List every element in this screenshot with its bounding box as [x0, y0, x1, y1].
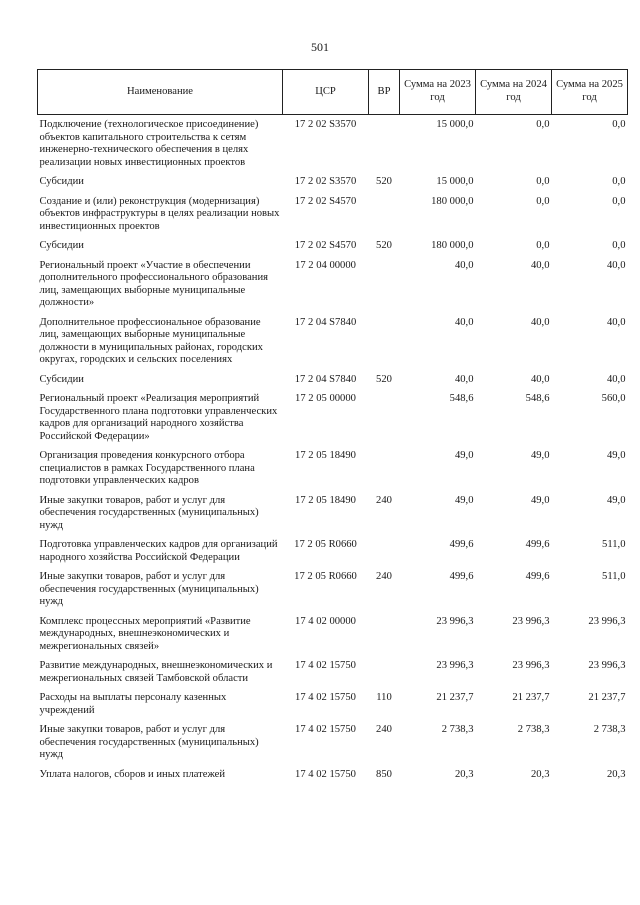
table-row — [38, 258, 628, 315]
table-row — [38, 614, 628, 659]
row-sum-2024: 40,0 — [530, 316, 550, 328]
row-csr: 17 2 02 S3570 — [294, 176, 357, 187]
row-sum-2025: 0,0 — [612, 176, 626, 187]
table-row — [38, 658, 628, 690]
row-csr: 17 2 02 S4570 — [294, 240, 357, 251]
table-row — [38, 767, 628, 787]
row-name: Субсидии — [39, 240, 84, 251]
row-vr: 520 — [376, 176, 392, 187]
row-sum-2023: 49,0 — [454, 450, 474, 461]
row-sum-2024: 0,0 — [536, 119, 550, 130]
table-header — [38, 70, 628, 115]
row-sum-2023: 499,6 — [449, 539, 474, 550]
table-row — [38, 448, 628, 493]
row-sum-2023: 20,3 — [454, 768, 474, 780]
row-name: Иные закупки товаров, работ и услуг для обеспечения государственных (муниципальных) нужд — [39, 571, 259, 607]
row-sum-2025: 49,0 — [606, 450, 626, 461]
row-csr: 17 2 05 R0660 — [294, 539, 357, 550]
row-sum-2023: 40,0 — [454, 316, 474, 328]
row-name: Комплекс процессных мероприятий «Развитие международных, внешнеэкономических и межрегиональных связей» — [39, 615, 251, 652]
row-vr: 110 — [376, 692, 392, 703]
row-sum-2025: 511,0 — [602, 539, 626, 550]
header-name: Наименование — [38, 70, 283, 115]
row-sum-2023: 499,6 — [449, 571, 474, 582]
row-csr: 17 2 04 00000 — [295, 259, 356, 271]
row-vr — [369, 537, 400, 569]
row-csr: 17 4 02 15750 — [295, 768, 356, 780]
header-row — [38, 70, 628, 115]
row-vr: 240 — [376, 494, 392, 506]
table-row — [38, 372, 628, 392]
row-sum-2024: 23 996,3 — [512, 660, 550, 671]
row-sum-2023: 40,0 — [454, 259, 474, 271]
row-sum-2025: 511,0 — [602, 571, 626, 582]
row-sum-2023: 548,6 — [449, 393, 474, 404]
row-csr: 17 2 05 18490 — [295, 494, 356, 506]
row-vr — [369, 258, 400, 315]
row-csr: 17 4 02 15750 — [295, 660, 356, 671]
row-sum-2024: 23 996,3 — [512, 615, 550, 627]
row-name: Иные закупки товаров, работ и услуг для обеспечения государственных (муниципальных) нужд — [39, 724, 259, 760]
row-csr: 17 2 04 S7840 — [294, 316, 357, 328]
row-name: Подключение (технологическое присоединение) объектов капитального строительства к сетям инженерно-технического обеспечения в целях реализации новых инвестиционных проектов — [39, 119, 259, 168]
row-sum-2023: 180 000,0 — [431, 195, 474, 207]
row-csr: 17 2 05 00000 — [295, 393, 356, 404]
row-sum-2024: 49,0 — [530, 494, 550, 506]
row-sum-2024: 499,6 — [525, 539, 550, 550]
row-sum-2025: 2 738,3 — [593, 724, 626, 735]
row-sum-2025: 40,0 — [606, 373, 626, 385]
table-body — [38, 115, 628, 787]
table-row — [38, 722, 628, 767]
header-sum-2025: Сумма на 2025 год — [552, 70, 628, 115]
row-name: Региональный проект «Участие в обеспечении дополнительного профессионального образования лиц, замещающих выборные муниципальные должности» — [39, 259, 268, 308]
table-row — [38, 493, 628, 538]
row-sum-2024: 2 738,3 — [517, 724, 550, 735]
row-sum-2023: 2 738,3 — [441, 724, 474, 735]
row-vr: 850 — [376, 768, 392, 780]
table-row — [38, 391, 628, 448]
row-sum-2023: 21 237,7 — [436, 692, 474, 703]
row-sum-2023: 15 000,0 — [436, 176, 474, 187]
row-sum-2025: 40,0 — [606, 259, 626, 271]
row-sum-2025: 23 996,3 — [588, 660, 626, 671]
row-name: Субсидии — [39, 373, 84, 385]
table-row — [38, 238, 628, 258]
row-name: Развитие международных, внешнеэкономических и межрегиональных связей Тамбовской области — [39, 660, 273, 684]
row-csr: 17 4 02 15750 — [295, 724, 356, 735]
row-sum-2025: 560,0 — [601, 393, 626, 404]
row-csr: 17 2 05 18490 — [295, 450, 356, 461]
row-sum-2025: 49,0 — [606, 494, 626, 506]
header-sum-2024: Сумма на 2024 год — [476, 70, 552, 115]
row-sum-2023: 15 000,0 — [436, 119, 474, 130]
row-csr: 17 2 02 S3570 — [294, 119, 357, 130]
row-sum-2025: 23 996,3 — [588, 615, 626, 627]
row-csr: 17 4 02 15750 — [295, 692, 356, 703]
row-name: Организация проведения конкурсного отбора специалистов в рамках Государственного плана подготовки управленческих кадров — [39, 450, 255, 486]
row-name: Дополнительное профессиональное образование лиц, замещающих выборные муниципальные должности в муниципальных районах, городских округах, городских и сельских поселениях — [39, 316, 263, 365]
row-vr: 240 — [376, 724, 392, 735]
row-sum-2024: 499,6 — [525, 571, 550, 582]
budget-table — [37, 69, 628, 786]
row-vr: 240 — [376, 571, 392, 582]
row-sum-2025: 40,0 — [606, 316, 626, 328]
row-name: Создание и (или) реконструкция (модернизация) объектов инфраструктуры в целях реализации новых инвестиционных проектов — [39, 195, 280, 232]
row-csr: 17 4 02 00000 — [295, 615, 356, 627]
row-sum-2024: 0,0 — [536, 240, 550, 251]
row-sum-2024: 49,0 — [530, 450, 550, 461]
page-number: 501 — [311, 40, 329, 54]
row-vr — [369, 614, 400, 659]
header-sum-2023: Сумма на 2023 год — [400, 70, 476, 115]
row-name: Иные закупки товаров, работ и услуг для обеспечения государственных (муниципальных) нужд — [39, 494, 259, 531]
row-vr — [369, 315, 400, 372]
table-row — [38, 115, 628, 175]
row-name: Уплата налогов, сборов и иных платежей — [39, 768, 226, 780]
row-sum-2025: 0,0 — [612, 240, 626, 251]
table-row — [38, 174, 628, 194]
table-row — [38, 315, 628, 372]
table-row — [38, 690, 628, 722]
row-vr: 520 — [376, 240, 392, 251]
row-sum-2025: 0,0 — [612, 119, 626, 130]
table-row — [38, 194, 628, 239]
row-sum-2024: 40,0 — [530, 259, 550, 271]
row-sum-2024: 0,0 — [536, 195, 550, 207]
row-sum-2024: 40,0 — [530, 373, 550, 385]
row-sum-2024: 548,6 — [525, 393, 550, 404]
row-sum-2024: 0,0 — [536, 176, 550, 187]
row-sum-2023: 23 996,3 — [436, 660, 474, 671]
row-vr — [369, 391, 400, 448]
row-vr: 520 — [376, 373, 392, 385]
row-name: Расходы на выплаты персоналу казенных учреждений — [39, 692, 227, 716]
row-sum-2023: 49,0 — [454, 494, 474, 506]
row-vr — [369, 194, 400, 239]
row-name: Субсидии — [39, 176, 84, 187]
header-csr: ЦСР — [283, 70, 369, 115]
row-name: Подготовка управленческих кадров для организаций народного хозяйства Российской Федерации — [39, 539, 278, 563]
row-sum-2024: 20,3 — [530, 768, 550, 780]
table-row — [38, 537, 628, 569]
row-sum-2023: 40,0 — [454, 373, 474, 385]
row-sum-2023: 23 996,3 — [436, 615, 474, 627]
row-vr — [369, 658, 400, 690]
header-vr: ВР — [369, 70, 400, 115]
row-sum-2023: 180 000,0 — [431, 240, 474, 251]
row-sum-2025: 20,3 — [606, 768, 626, 780]
row-csr: 17 2 02 S4570 — [294, 195, 357, 207]
row-vr — [369, 115, 400, 175]
row-sum-2025: 21 237,7 — [588, 692, 626, 703]
row-sum-2025: 0,0 — [612, 195, 626, 207]
row-name: Региональный проект «Реализация мероприятий Государственного плана подготовки управленческих кадров для организаций народного хозяйства Российской Федерации» — [39, 393, 278, 442]
row-vr — [369, 448, 400, 493]
row-sum-2024: 21 237,7 — [512, 692, 550, 703]
row-csr: 17 2 05 R0660 — [294, 571, 357, 582]
row-csr: 17 2 04 S7840 — [294, 373, 357, 385]
table-row — [38, 569, 628, 614]
